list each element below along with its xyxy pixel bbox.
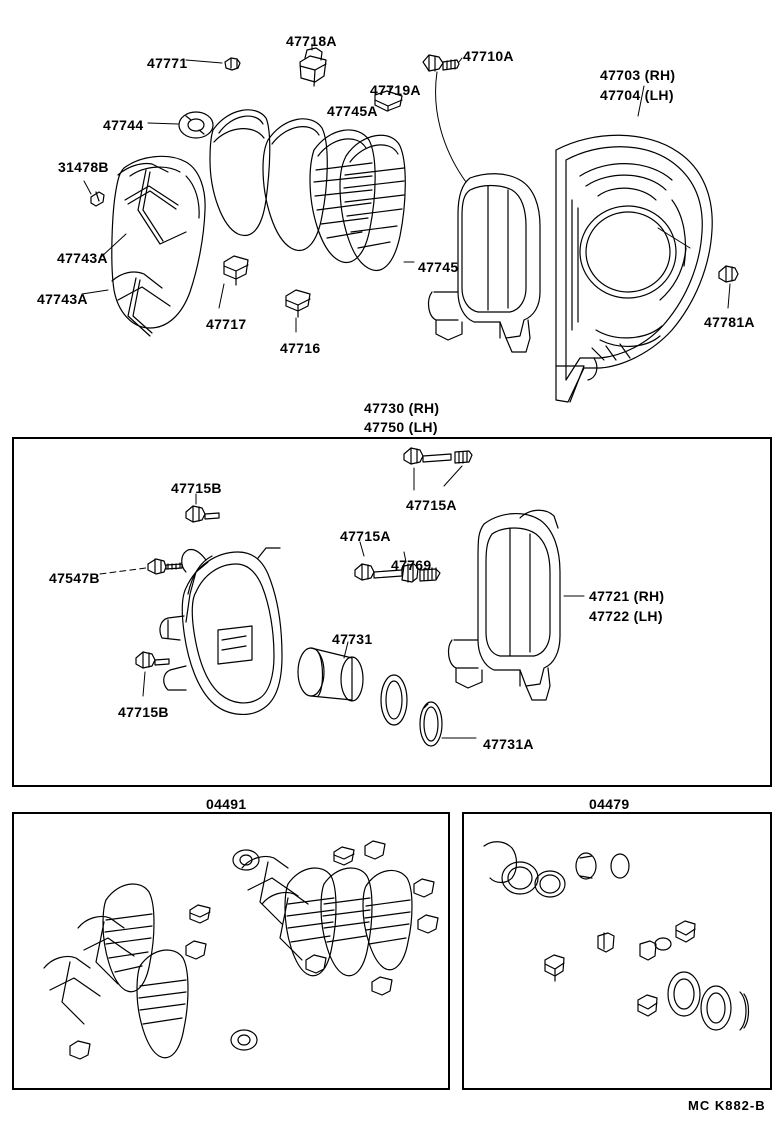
part-pad-1 [210,110,270,236]
part-47717 [224,256,248,285]
part-dust-cover [556,135,712,402]
callout-47715B-upper: 47715B [171,480,222,496]
part-pad-4 [340,135,405,270]
callout-31478B: 31478B [58,159,109,175]
callout-47771: 47771 [147,55,188,71]
part-47743A-lower [112,272,170,336]
callout-47745: 47745 [418,259,459,275]
part-47716 [286,290,310,317]
callout-04479: 04479 [589,796,630,812]
part-47710A [423,55,459,71]
part-pad-2 [263,119,327,251]
part-47781A [719,266,738,282]
callout-47750-lh: 47750 (LH) [364,419,438,435]
callout-47710A: 47710A [463,48,514,64]
callout-47718A: 47718A [286,33,337,49]
callout-47722-lh: 47722 (LH) [589,608,663,624]
callout-47703-rh: 47703 (RH) [600,67,676,83]
panel-seal-kit-04479 [462,812,772,1090]
callout-47743A-upper: 47743A [57,250,108,266]
callout-47715A-lower: 47715A [340,528,391,544]
callout-47745A: 47745A [327,103,378,119]
panel-pad-kit-04491 [12,812,450,1090]
callout-47719A: 47719A [370,82,421,98]
callout-47731: 47731 [332,631,373,647]
callout-47721-rh: 47721 (RH) [589,588,665,604]
callout-47731A: 47731A [483,736,534,752]
callout-47743A-lower: 47743A [37,291,88,307]
part-pad-3 [310,130,375,262]
sheet-code: MC K882-B [688,1098,766,1113]
part-47718A [300,48,326,86]
callout-47781A: 47781A [704,314,755,330]
callout-47715B-lower: 47715B [118,704,169,720]
callout-47716: 47716 [280,340,321,356]
part-47744 [179,112,213,138]
callout-47744: 47744 [103,117,144,133]
part-47771 [225,58,240,70]
callout-47717: 47717 [206,316,247,332]
part-47743A-upper [118,163,186,244]
part-31478B [91,192,104,206]
callout-47547B: 47547B [49,570,100,586]
callout-47769: 47769 [391,557,432,573]
callout-47715A-upper: 47715A [406,497,457,513]
callout-04491: 04491 [206,796,247,812]
part-support-plate [112,156,205,328]
callout-47730-rh: 47730 (RH) [364,400,440,416]
callout-47704-lh: 47704 (LH) [600,87,674,103]
